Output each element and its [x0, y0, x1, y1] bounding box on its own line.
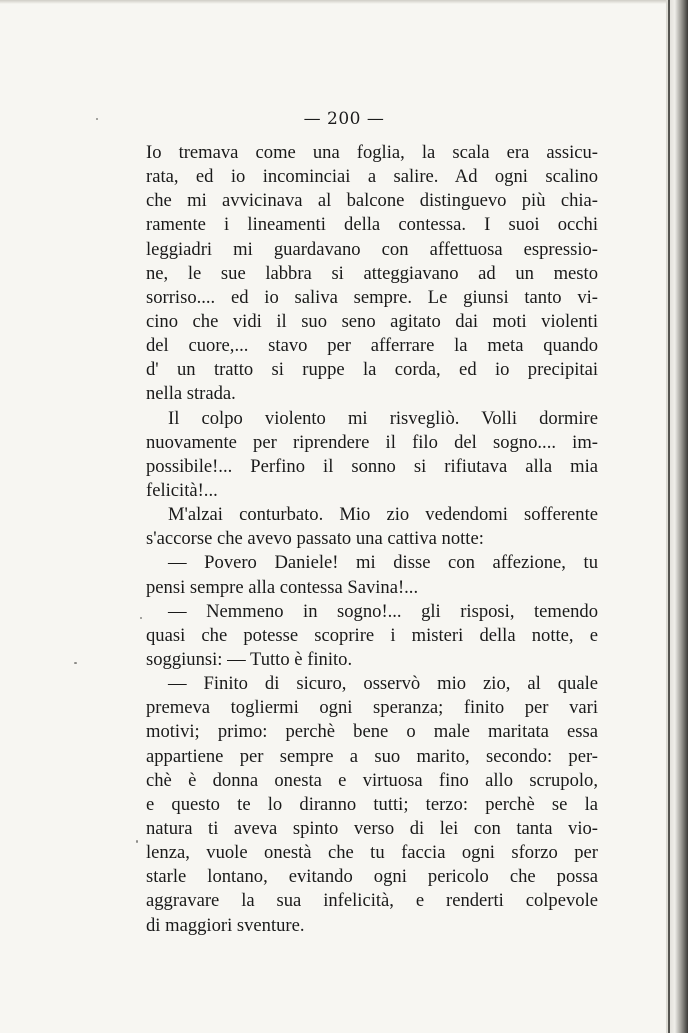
paper-speck [136, 840, 138, 843]
text-line: nuovamente per riprendere il filo del sogno.... im- [146, 431, 598, 453]
text-line: cino che vidi il suo seno agitato dai moti violenti [146, 310, 598, 332]
text-line: M'alzai conturbato. Mio zio vedendomi sofferente [168, 504, 598, 526]
paper-speck [140, 617, 142, 619]
paper-speck [74, 662, 77, 664]
text-line: felicità!... [146, 479, 218, 501]
text-line: s'accorse che avevo passato una cattiva notte: [146, 528, 484, 550]
text-line: starle lontano, evitando ogni pericolo che possa [146, 866, 598, 888]
text-line: natura ti aveva spinto verso di lei con tanta vio- [146, 817, 598, 839]
page-number: — 200 — [303, 109, 385, 129]
text-line: motivi; primo: perchè bene o male maritata essa [146, 721, 598, 743]
text-line: sorriso.... ed io saliva sempre. Le giunsi tanto vi- [146, 286, 598, 308]
text-line: rata, ed io incominciai a salire. Ad ogni scalino [146, 166, 598, 188]
text-line: quasi che potesse scoprire i misteri della notte, e [146, 624, 598, 646]
text-line: ne, le sue labbra si atteggiavano ad un mesto [146, 262, 598, 284]
text-line: — Finito di sicuro, osservò mio zio, al quale [168, 673, 598, 695]
page-edge-line [668, 0, 670, 1033]
text-line: aggravare la sua infelicità, e renderti colpevole [146, 890, 598, 912]
text-line: soggiunsi: — Tutto è finito. [146, 648, 353, 670]
body-text [146, 141, 598, 938]
text-line: chè è donna onesta e virtuosa fino allo scrupolo, [146, 769, 598, 791]
text-line: e questo te lo diranno tutti; terzo: perchè se la [146, 793, 598, 815]
text-line: Io tremava come una foglia, la scala era assicu- [146, 142, 598, 163]
text-line: leggiadri mi guardavano con affettuosa espressio- [146, 238, 598, 260]
text-line: pensi sempre alla contessa Savina!... [146, 576, 419, 598]
text-line: — Nemmeno in sogno!... gli risposi, temendo [168, 600, 598, 622]
text-line: d' un tratto si ruppe la corda, ed io precipitai [146, 359, 598, 381]
text-line: di maggiori sventure. [146, 914, 305, 936]
text-line: premeva togliermi ogni speranza; finito per vari [146, 697, 598, 719]
text-line: che mi avvicinava al balcone distinguevo più chia- [146, 190, 598, 212]
text-line: del cuore,... stavo per afferrare la meta quando [146, 335, 598, 357]
text-line: lenza, vuole onestà che tu faccia ogni sforzo per [146, 842, 598, 864]
text-line: Il colpo violento mi risvegliò. Volli dormire [168, 407, 598, 429]
text-line: — Povero Daniele! mi disse con affezione, tu [168, 552, 598, 574]
text-line: ramente i lineamenti della contessa. I suoi occhi [146, 214, 598, 236]
text-line: possibile!... Perfino il sonno si rifiutava alla mia [146, 455, 598, 477]
text-line: appartiene per sempre a suo marito, secondo: per- [146, 745, 598, 767]
page-top-shadow [0, 0, 688, 4]
text-line: nella strada. [146, 383, 236, 405]
